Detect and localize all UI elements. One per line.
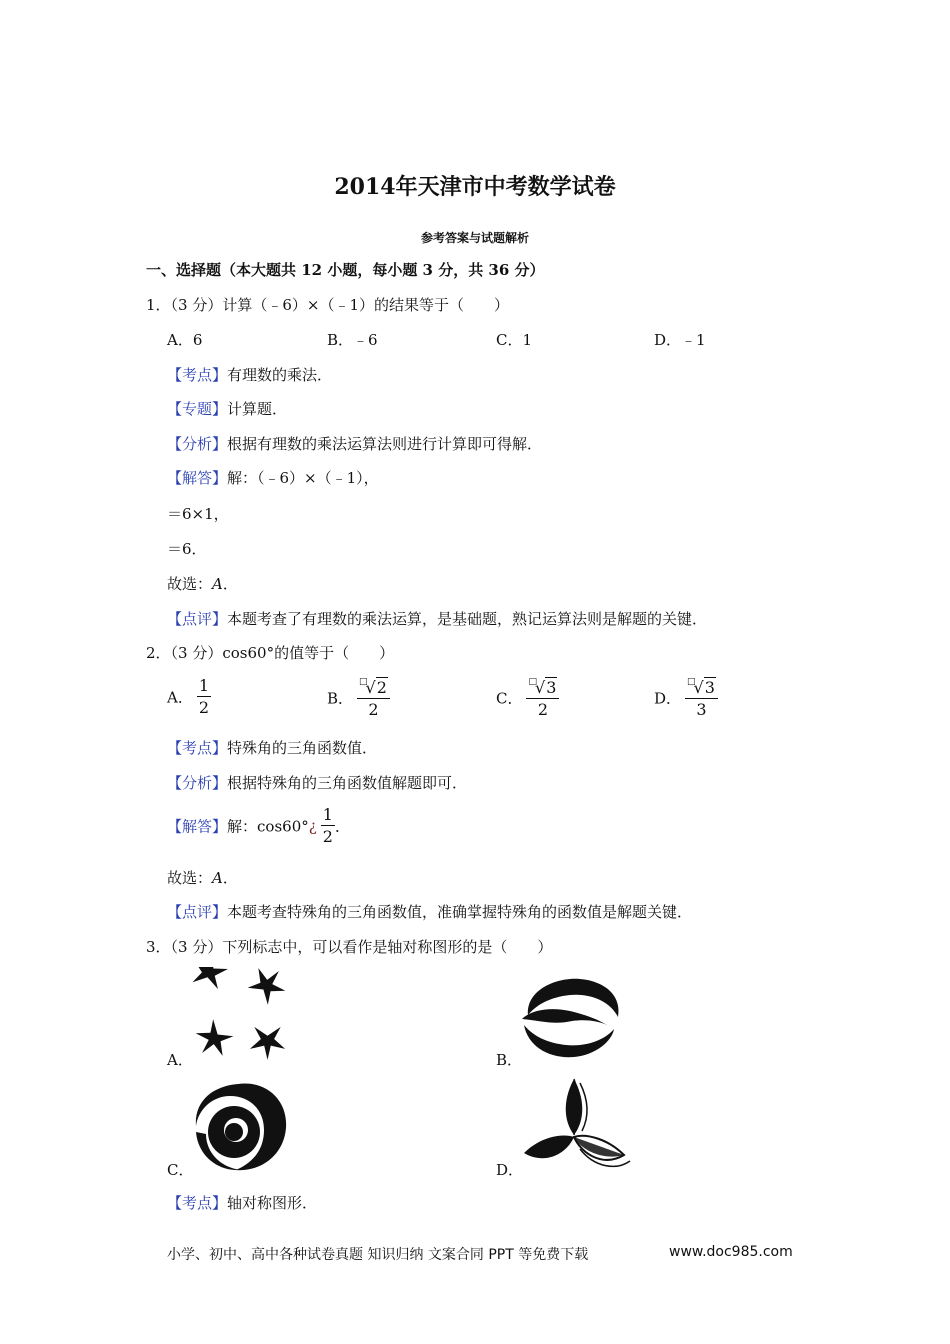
jieda-end: ． bbox=[334, 817, 350, 836]
jieda-text: 解：cos60° bbox=[227, 817, 309, 836]
q1-option-d: D．﹣1 bbox=[654, 331, 706, 349]
jieda-text: 解：（﹣6）×（﹣1）， bbox=[227, 469, 379, 487]
root-index: □ bbox=[528, 677, 537, 687]
q2-option-d bbox=[654, 678, 718, 718]
q1-step2: ＝6． bbox=[167, 540, 207, 558]
jieda-tag: 【解答】 bbox=[167, 817, 228, 836]
q3-kaodian bbox=[167, 1192, 317, 1213]
choose-suffix: ． bbox=[222, 575, 238, 593]
option-label: D． bbox=[654, 689, 682, 708]
denominator: 3 bbox=[696, 700, 707, 719]
fraction bbox=[685, 678, 718, 718]
dianping-text: 本题考查特殊角的三角函数值，准确掌握特殊角的函数值是解题关键． bbox=[227, 903, 693, 921]
numerator: 1 bbox=[198, 676, 210, 695]
fraction bbox=[197, 678, 211, 716]
q2-kaodian bbox=[167, 737, 377, 758]
q3-label-a: A． bbox=[167, 1051, 193, 1069]
q3-label-c: C． bbox=[167, 1161, 194, 1179]
option-label: B． bbox=[327, 689, 354, 708]
q2-option-a bbox=[167, 678, 211, 716]
denominator: 2 bbox=[537, 700, 549, 719]
q1-fenxi bbox=[167, 433, 542, 454]
q3-label-d: D． bbox=[496, 1161, 524, 1179]
q2-dianping bbox=[167, 901, 692, 922]
q1-zhuanti bbox=[167, 398, 287, 419]
logo-b-crescents-icon bbox=[518, 975, 624, 1061]
q1-dianping bbox=[167, 608, 707, 629]
q2-choose bbox=[167, 867, 238, 888]
numerator: 1 bbox=[322, 805, 333, 824]
choose-suffix: ． bbox=[222, 869, 238, 887]
zhuanti-tag: 【专题】 bbox=[167, 400, 228, 418]
dianping-text: 本题考查了有理数的乘法运算，是基础题，熟记运算法则是解题的关键． bbox=[227, 610, 708, 628]
denominator: 2 bbox=[322, 827, 333, 846]
fenxi-text: 根据特殊角的三角函数值解题即可． bbox=[227, 774, 468, 792]
logo-d-three-petals-icon bbox=[520, 1075, 632, 1175]
q1-step1: ＝6×1， bbox=[167, 505, 229, 523]
denominator: 2 bbox=[368, 700, 379, 719]
dianping-tag: 【点评】 bbox=[167, 610, 228, 628]
q1-stem: 1．（3 分）计算（﹣6）×（﹣1）的结果等于（ ） bbox=[146, 296, 510, 314]
numerator: □√3 bbox=[526, 678, 559, 699]
fraction bbox=[526, 678, 559, 718]
kaodian-tag: 【考点】 bbox=[167, 739, 228, 757]
option-label: C． bbox=[496, 689, 523, 708]
kaodian-tag: 【考点】 bbox=[167, 366, 228, 384]
footer-text: 小学、初中、高中各种试卷真题 知识归纳 文案合同 PPT 等免费下载 bbox=[167, 1247, 589, 1263]
fenxi-tag: 【分析】 bbox=[167, 435, 228, 453]
zhuanti-text: 计算题． bbox=[227, 400, 288, 418]
fraction bbox=[357, 678, 390, 718]
q3-label-b: B． bbox=[496, 1051, 523, 1069]
q2-fenxi bbox=[167, 772, 467, 793]
choose-prefix: 故选： bbox=[167, 575, 213, 593]
q1-option-b: B．﹣6 bbox=[327, 331, 378, 349]
radicand: 3 bbox=[704, 678, 715, 697]
logo-c-swirl-icon bbox=[190, 1080, 290, 1174]
q2-stem: 2．（3 分）cos60°的值等于（ ） bbox=[146, 644, 395, 662]
kaodian-tag: 【考点】 bbox=[167, 1194, 228, 1212]
section-heading: 一、选择题（本大题共 12 小题，每小题 3 分，共 36 分） bbox=[146, 261, 545, 279]
choose-prefix: 故选： bbox=[167, 869, 213, 887]
jieda-tag: 【解答】 bbox=[167, 469, 228, 487]
fenxi-tag: 【分析】 bbox=[167, 774, 228, 792]
q1-choose bbox=[167, 573, 238, 594]
dianping-tag: 【点评】 bbox=[167, 903, 228, 921]
option-label: A． bbox=[167, 688, 193, 707]
fenxi-text: 根据有理数的乘法运算法则进行计算即可得解． bbox=[227, 435, 543, 453]
q1-option-a: A．6 bbox=[167, 331, 203, 349]
fraction bbox=[321, 807, 335, 845]
root-index: □ bbox=[359, 677, 368, 687]
page-subtitle: 参考答案与试题解析 bbox=[420, 231, 529, 245]
jieda-glyph: ¿ bbox=[308, 817, 317, 835]
kaodian-text: 轴对称图形． bbox=[227, 1194, 318, 1212]
q1-kaodian bbox=[167, 364, 332, 385]
footer-url[interactable]: www.doc985.com bbox=[669, 1244, 793, 1260]
q2-option-b bbox=[327, 678, 390, 718]
logo-a-four-stars-icon bbox=[190, 967, 290, 1063]
numerator: □√2 bbox=[357, 678, 390, 699]
q1-jieda bbox=[167, 467, 379, 488]
kaodian-text: 有理数的乘法． bbox=[227, 366, 333, 384]
choose-letter: A bbox=[212, 575, 223, 593]
q2-option-c bbox=[496, 678, 559, 718]
kaodian-text: 特殊角的三角函数值． bbox=[227, 739, 378, 757]
q3-stem: 3．（3 分）下列标志中，可以看作是轴对称图形的是（ ） bbox=[146, 938, 553, 956]
q1-option-c: C．1 bbox=[496, 331, 533, 349]
choose-letter: A bbox=[212, 869, 223, 887]
q2-jieda bbox=[167, 807, 350, 845]
radicand: 2 bbox=[376, 678, 387, 697]
denominator: 2 bbox=[198, 698, 210, 717]
page-title: 2014年天津市中考数学试卷 bbox=[334, 174, 616, 200]
radicand: 3 bbox=[546, 678, 557, 697]
root-index: □ bbox=[687, 677, 696, 687]
numerator: □√3 bbox=[685, 678, 718, 699]
